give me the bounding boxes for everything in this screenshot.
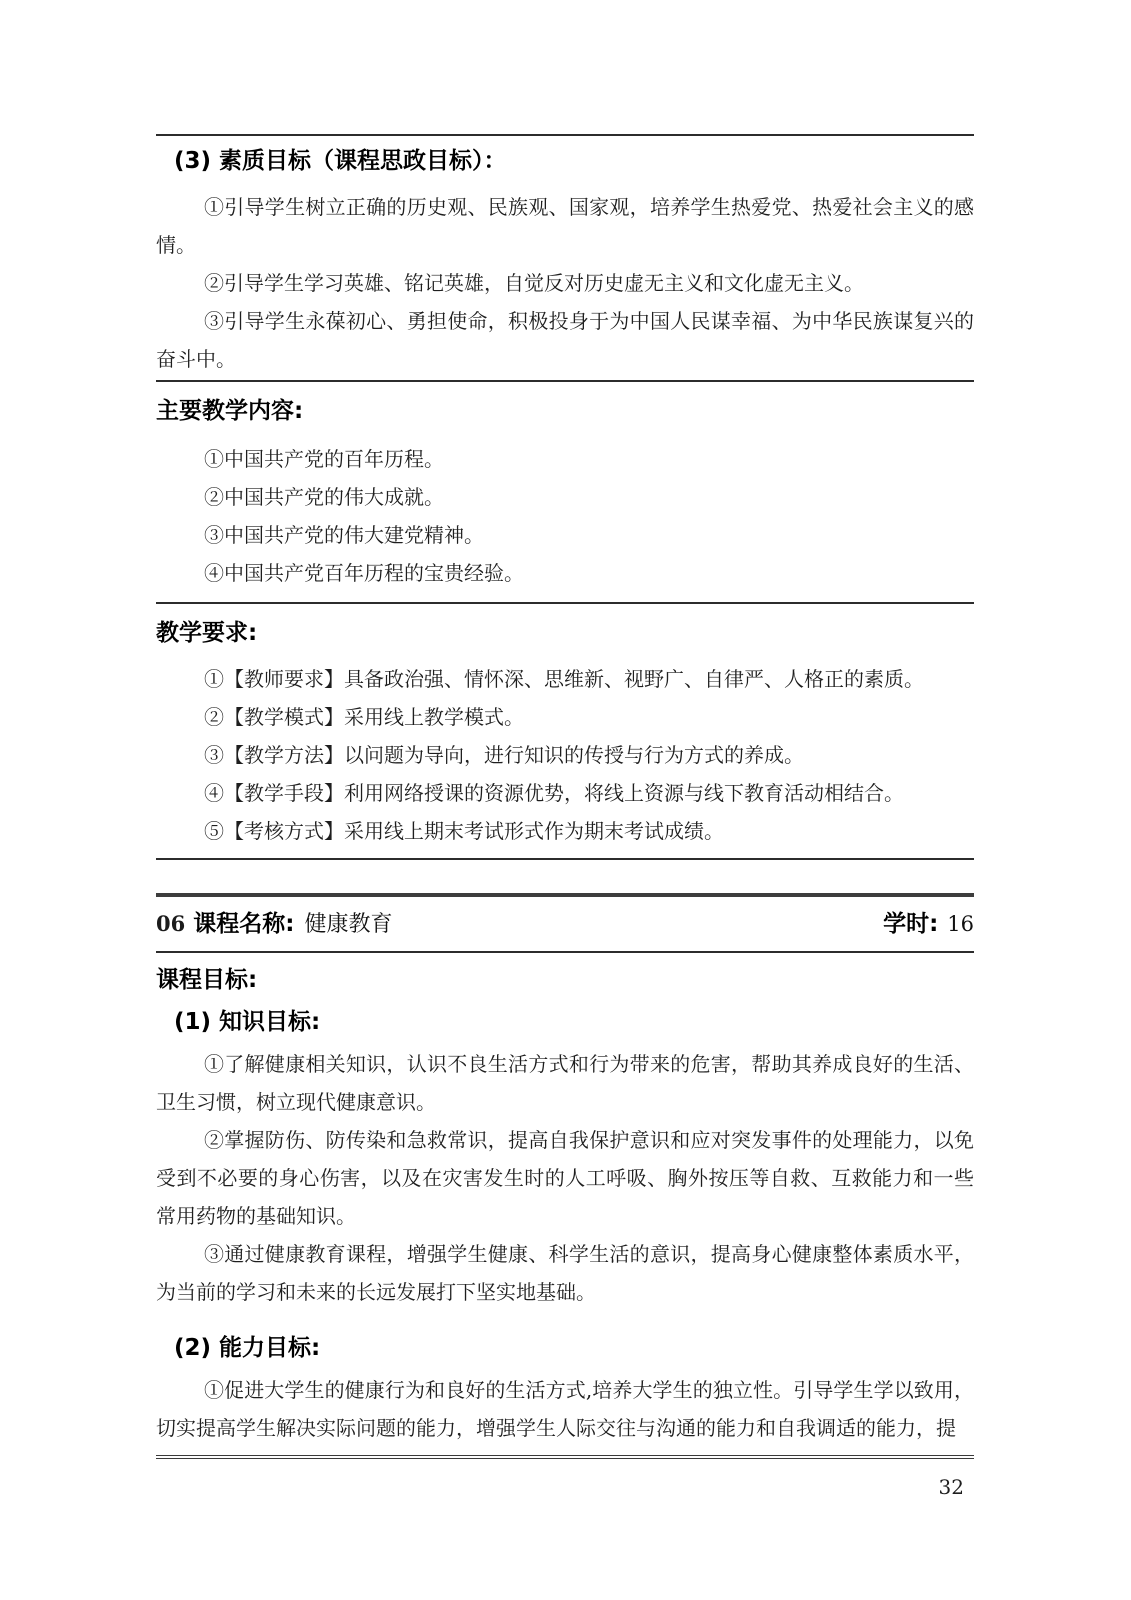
requirement-item-4: ④【教学手段】利用网络授课的资源优势，将线上资源与线下教育活动相结合。 xyxy=(204,781,904,805)
quality-paragraph-2: ②引导学生学习英雄、铭记英雄，自觉反对历史虚无主义和文化虚无主义。 xyxy=(204,271,864,295)
ability-paragraph-1: ①促进大学生的健康行为和良好的生活方式,培养大学生的独立性。引导学生学以致用，切实提高学生解决实际问题的能力，增强学生人际交往与沟通的能力和自我调适的能力，提 xyxy=(156,1378,974,1440)
course-number: 06 xyxy=(156,910,186,936)
teaching-requirements-heading: 教学要求: xyxy=(156,620,258,646)
requirement-item-2: ②【教学模式】采用线上教学模式。 xyxy=(204,705,524,729)
course-name-label: 课程名称: xyxy=(193,910,295,937)
course-band-top-rule xyxy=(156,893,974,897)
quality-objectives-heading: (3) 素质目标（课程思政目标）： xyxy=(174,148,507,174)
course-name: 健康教育 xyxy=(304,911,393,937)
page-number: 32 xyxy=(938,1475,964,1499)
knowledge-paragraph-3: ③通过健康教育课程，增强学生健康、科学生活的意识，提高身心健康整体素质水平，为当前的学习和未来的长远发展打下坚实地基础。 xyxy=(156,1242,974,1304)
section-divider xyxy=(156,380,974,382)
ability-objectives-heading: (2) 能力目标: xyxy=(174,1335,321,1361)
knowledge-paragraph-1: ①了解健康相关知识，认识不良生活方式和行为带来的危害，帮助其养成良好的生活、卫生习惯，树立现代健康意识。 xyxy=(156,1052,974,1114)
section-end-divider xyxy=(156,858,974,860)
knowledge-paragraph-2: ②掌握防伤、防传染和急救常识，提高自我保护意识和应对突发事件的处理能力，以免受到不必要的身心伤害，以及在灾害发生时的人工呼吸、胸外按压等自救、互救能力和一些常用药物的基础知识。 xyxy=(156,1128,974,1228)
teaching-content-heading: 主要教学内容: xyxy=(156,398,304,424)
knowledge-objectives-heading: (1) 知识目标: xyxy=(174,1009,321,1035)
teaching-content-item-1: ①中国共产党的百年历程。 xyxy=(204,447,444,471)
course-objectives-heading: 课程目标: xyxy=(156,967,258,993)
teaching-content-item-3: ③中国共产党的伟大建党精神。 xyxy=(204,523,484,547)
footer-double-rule xyxy=(156,1455,974,1459)
teaching-content-item-2: ②中国共产党的伟大成就。 xyxy=(204,485,444,509)
quality-paragraph-3: ③引导学生永葆初心、勇担使命，积极投身于为中国人民谋幸福、为中华民族谋复兴的奋斗中。 xyxy=(156,309,974,371)
quality-paragraph-1: ①引导学生树立正确的历史观、民族观、国家观，培养学生热爱党、热爱社会主义的感情。 xyxy=(156,195,974,257)
course-hours xyxy=(883,905,974,938)
course-band-bottom-rule xyxy=(156,951,974,953)
requirement-item-3: ③【教学方法】以问题为导向，进行知识的传授与行为方式的养成。 xyxy=(204,743,804,767)
course-title xyxy=(156,905,392,938)
section-divider xyxy=(156,602,974,604)
course-hours-label: 学时: xyxy=(883,910,939,937)
requirement-item-1: ①【教师要求】具备政治强、情怀深、思维新、视野广、自律严、人格正的素质。 xyxy=(204,667,924,691)
requirement-item-5: ⑤【考核方式】采用线上期末考试形式作为期末考试成绩。 xyxy=(204,819,724,843)
course-hours-value: 16 xyxy=(947,911,974,936)
top-divider xyxy=(156,134,974,136)
course-header-row xyxy=(156,899,974,943)
teaching-content-item-4: ④中国共产党百年历程的宝贵经验。 xyxy=(204,561,524,585)
